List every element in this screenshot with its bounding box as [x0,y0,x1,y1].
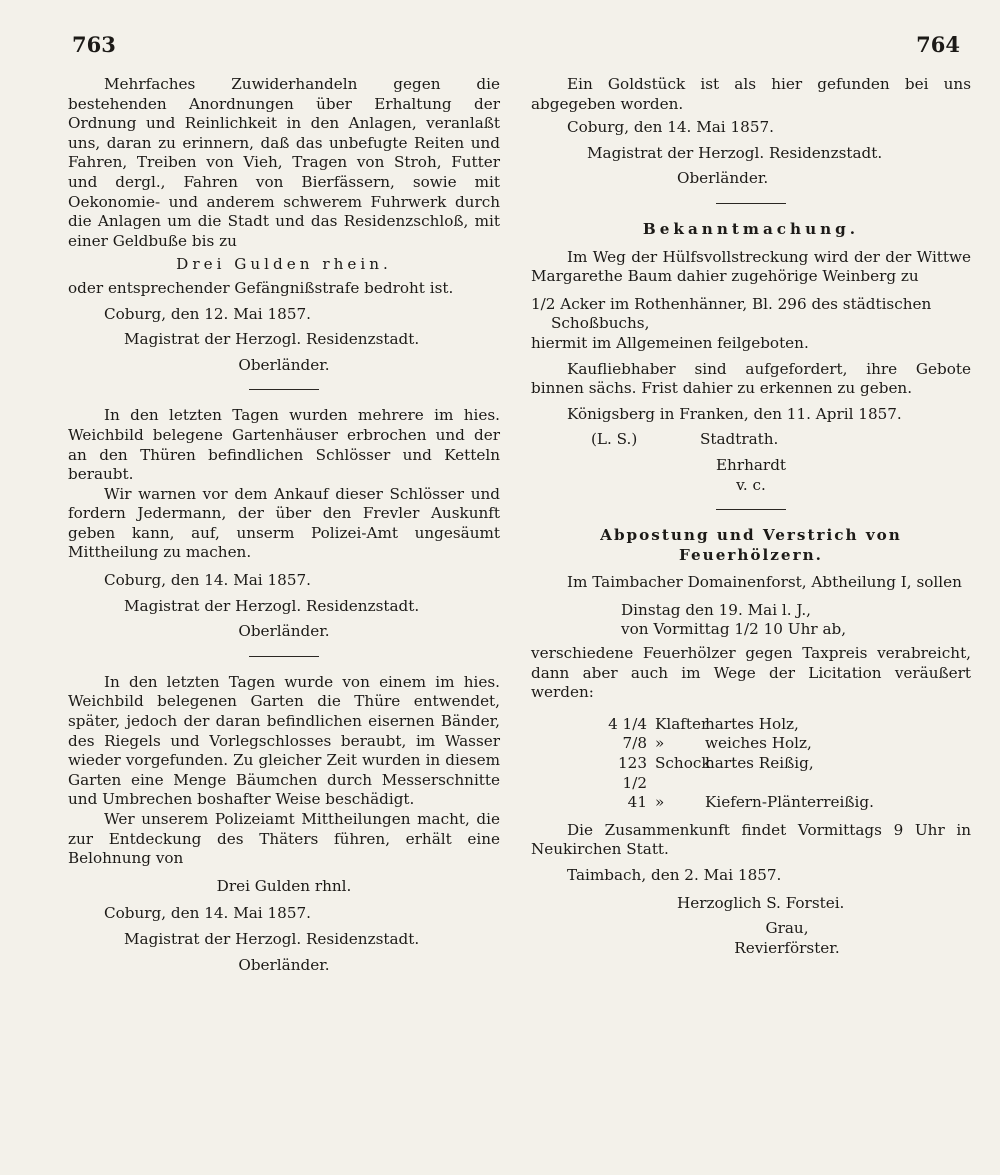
notice-1-authority: Magistrat der Herzogl. Residenzstadt. [124,330,420,349]
notice-1-body: Mehrfaches Zuwiderhandeln gegen die bestehenden Anordnungen über Erhaltung der Ordnung und Reinlichkeit in den Anlagen, veranlaßt uns, daran zu erinnern, daß das unbefugte Reiten und Fahren, Treiben von Vieh, Tragen von Stroh, Futter und dergl., Fahren von Bierfässern, sowie mit Oekonomie- und anderem schwerem Fuhrwerk durch die Anlagen um die Stadt und das Residenzschloß, mit einer Geldbuße bis zu [68,75,500,250]
notice-5-heading: Bekanntmachung. [642,219,860,238]
wood-unit: » [655,734,665,753]
notice-4-authority: Magistrat der Herzogl. Residenzstadt. [587,143,883,162]
notice-1-date: Coburg, den 12. Mai 1857. [104,304,311,323]
divider [249,656,319,657]
wood-unit: Schock [655,754,711,773]
notice-1-signer: Oberländer. [238,355,330,374]
wood-list [591,715,971,813]
notice-6-when-2: von Vormittag 1/2 10 Uhr ab, [621,620,847,639]
notice-6-when-1: Dinstag den 19. Mai l. J., [621,600,811,619]
wood-row [591,715,971,735]
notice-6-signer-title: Revierförster. [734,938,840,957]
notice-4-body: Ein Goldstück ist als hier gefunden bei uns abgegeben worden. [531,75,971,113]
notice-2-authority: Magistrat der Herzogl. Residenzstadt. [124,596,420,615]
notice-5-p1: Im Weg der Hülfsvollstreckung wird der der Wittwe Margarethe Baum dahier zugehörige Weinberg zu [531,247,971,286]
wood-unit: » [655,793,665,812]
notice-6-heading: Abpostung und Verstrich von Feuerhölzern. [600,526,902,564]
notice-4-signer: Oberländer. [677,169,769,188]
notice-5-date: Königsberg in Franken, den 11. April 1857. [567,404,902,423]
notice-6-p3: Die Zusammenkunft findet Vormittags 9 Uhr in Neukirchen Statt. [531,820,971,859]
page-number-left: 763 [72,32,116,57]
notice-6-p2: verschiedene Feuerhölzer gegen Taxpreis verabreicht, dann aber auch im Wege der Licitation veräußert werden: [531,644,971,702]
divider [716,509,786,510]
notice-5-authority: Stadtrath. [699,430,779,449]
divider [249,389,319,390]
wood-desc: hartes Reißig, [705,754,814,773]
wood-desc: weiches Holz, [705,734,812,753]
notice-2-signer: Oberländer. [238,622,330,641]
wood-qty: 7/8 [622,734,647,753]
notice-6-signer: Grau, [765,919,809,938]
notice-6-date: Taimbach, den 2. Mai 1857. [567,866,782,884]
notice-6-p1: Im Taimbacher Domainenforst, Abtheilung I, sollen [567,573,962,592]
notice-3-authority: Magistrat der Herzogl. Residenzstadt. [124,929,420,948]
wood-qty: 123 1/2 [618,754,647,792]
notice-5-signer-note: v. c. [736,475,766,494]
left-column [68,75,500,975]
wood-desc: Kiefern-Plänterreißig. [705,793,874,812]
notice-5-item: 1/2 Acker im Rothenhänner, Bl. 296 des städtischen Schoßbuchs, [531,294,932,333]
wood-row [591,754,971,793]
notice-3-date: Coburg, den 14. Mai 1857. [104,904,311,923]
wood-qty: 41 [627,793,647,812]
notice-6-authority: Herzoglich S. Forstei. [677,893,845,912]
notice-5-signer: Ehrhardt [715,455,787,474]
divider [716,203,786,204]
notice-5-p3: Kaufliebhaber sind aufgefordert, ihre Gebote binnen sächs. Frist dahier zu erkennen zu geben. [531,359,971,398]
notice-1-tail: oder entsprechender Gefängnißstrafe bedroht ist. [68,278,454,297]
notice-3-signer: Oberländer. [238,955,330,974]
page-number-right: 764 [916,32,960,57]
right-column [531,75,971,958]
notice-2-p1: In den letzten Tagen wurden mehrere im hies. Weichbild belegene Gartenhäuser erbrochen und der an den Thüren befindlichen Schlösser und Ketteln beraubt. [68,406,500,484]
notice-3-p2: Wer unserem Polizeiamt Mittheilungen macht, die zur Entdeckung des Thäters führen, erhält eine Belohnung von [68,810,500,868]
notice-5-seal-row [531,430,971,450]
notice-4-date: Coburg, den 14. Mai 1857. [567,118,774,137]
notice-3-p1: In den letzten Tagen wurde von einem im hies. Weichbild belegenen Garten die Thüre entwendet, später, jedoch der daran befindlichen eisernen Bänder, des Riegels und Vorlegschlosses beraubt, im Wasser wieder vorgefunden. Zu gleicher Zeit wurden in diesem Garten eine Menge Bäumchen durch Messerschnitte und Umbrechen boshafter Weise beschädigt. [68,672,500,809]
notice-1-amount: Drei Gulden rhein. [176,255,392,274]
notice-2-date: Coburg, den 14. Mai 1857. [104,571,311,590]
wood-unit: Klafter [655,714,709,733]
notice-2-p2: Wir warnen vor dem Ankauf dieser Schlösser und fordern Jedermann, der über den Frevler Auskunft geben kann, auf, unserm Polizei-Amt ungesäumt Mittheilung zu machen. [68,484,500,562]
wood-desc: hartes Holz, [705,714,799,733]
wood-row [591,793,971,813]
notice-5-seal: (L. S.) [591,430,638,449]
wood-row [591,734,971,754]
notice-3-amount: Drei Gulden rhnl. [216,876,352,895]
wood-qty: 4 1/4 [608,714,647,733]
notice-5-p2: hiermit im Allgemeinen feilgeboten. [531,333,809,352]
